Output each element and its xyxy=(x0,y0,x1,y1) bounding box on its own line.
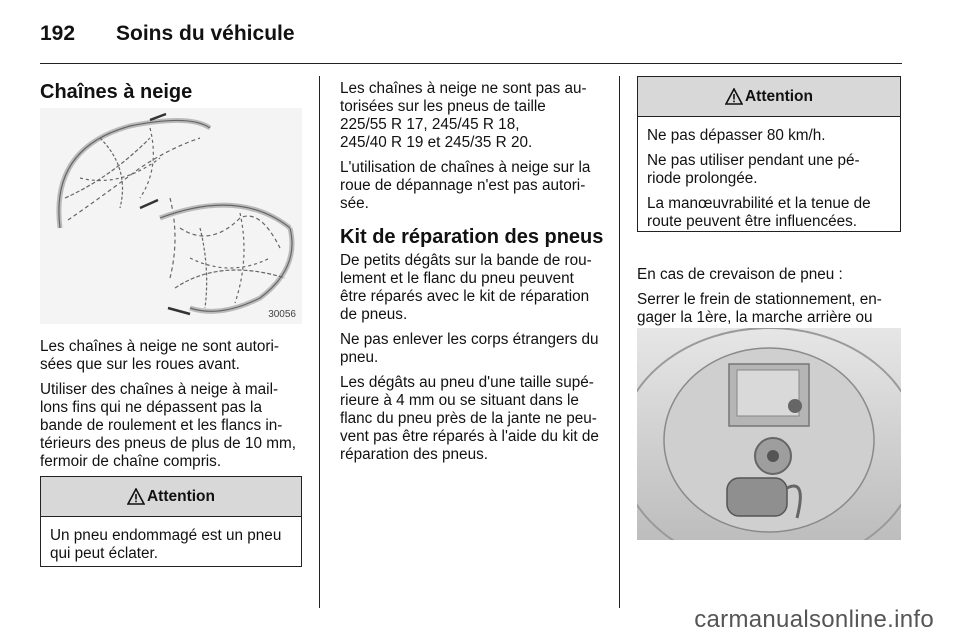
watermark: carmanualsonline.info xyxy=(694,606,934,633)
warning-box-tire-burst xyxy=(40,476,302,567)
parking-brake-text: Serrer le frein de stationnement, en- gager la 1ère, la marche arrière ou xyxy=(637,291,882,326)
column-divider-2 xyxy=(619,76,620,608)
paragraph-spare-wheel: L'utilisation de chaînes à neige sur la roue de dépannage n'est pas autori- sée. xyxy=(340,159,591,212)
paragraph-puncture: En cas de crevaison de pneu : xyxy=(637,266,843,283)
page-number: 192 xyxy=(40,22,76,45)
paragraph-tire-sizes: Les chaînes à neige ne sont pas au- torisées sur les pneus de taille 225/55 R 17, 245/45 R 18, 245/40 R 19 et 245/35 R 20. xyxy=(340,80,587,151)
column-divider-1 xyxy=(319,76,320,608)
heading-snow-chains: Chaînes à neige xyxy=(40,81,193,103)
warning-text: Un pneu endommagé est un pneu qui peut éclater. xyxy=(50,527,282,562)
paragraph-small-damage: De petits dégâts sur la bande de rou- lement et le flanc du pneu peuvent être réparés avec le kit de réparation de pneus. xyxy=(340,252,592,323)
warning-triangle-icon xyxy=(127,488,145,505)
paragraph-foreign-bodies: Ne pas enlever les corps étrangers du pneu. xyxy=(340,331,599,366)
heading-repair-kit: Kit de réparation des pneus xyxy=(340,226,604,248)
warning-header-speed xyxy=(638,77,900,117)
warning-line-duration: Ne pas utiliser pendant une pé- riode prolongée. xyxy=(647,152,860,187)
paragraph-large-damage: Les dégâts au pneu d'une taille supé- rieure à 4 mm ou se situant dans le flanc du pneu près de la jante ne peu- vent pas être réparés à l'aide du kit de réparation des pneus. xyxy=(340,374,599,463)
left-text xyxy=(40,338,310,478)
middle-text xyxy=(340,80,610,471)
warning-body-speed xyxy=(638,117,900,244)
paragraph-front-wheels: Les chaînes à neige ne sont autori- sées que sur les roues avant. xyxy=(40,338,279,373)
snow-chains-illustration xyxy=(40,108,302,324)
warning-triangle-icon xyxy=(725,88,743,105)
warning-title: Attention xyxy=(146,487,215,505)
warning-line-handling: La manœuvrabilité et la tenue de route peuvent être influencées. xyxy=(647,195,871,230)
warning-line-speed: Ne pas dépasser 80 km/h. xyxy=(647,127,826,144)
repair-kit-drawing xyxy=(637,328,901,540)
figure-number: 30056 xyxy=(268,309,296,320)
warning-box-speed xyxy=(637,76,901,232)
warning-title-speed: Attention xyxy=(744,87,813,105)
paragraph-fine-link-chains: Utiliser des chaînes à neige à mail- lons fins qui ne dépassent pas la bande de roulement et les flancs in- térieurs des pneus de plus de 10 mm, fermoir de chaîne compris. xyxy=(40,381,296,470)
section-title: Soins du véhicule xyxy=(116,22,295,45)
snow-chains-drawing xyxy=(40,108,302,324)
warning-body xyxy=(41,517,301,576)
warning-header xyxy=(41,477,301,517)
repair-kit-photo xyxy=(637,328,901,540)
page-header xyxy=(40,14,902,64)
